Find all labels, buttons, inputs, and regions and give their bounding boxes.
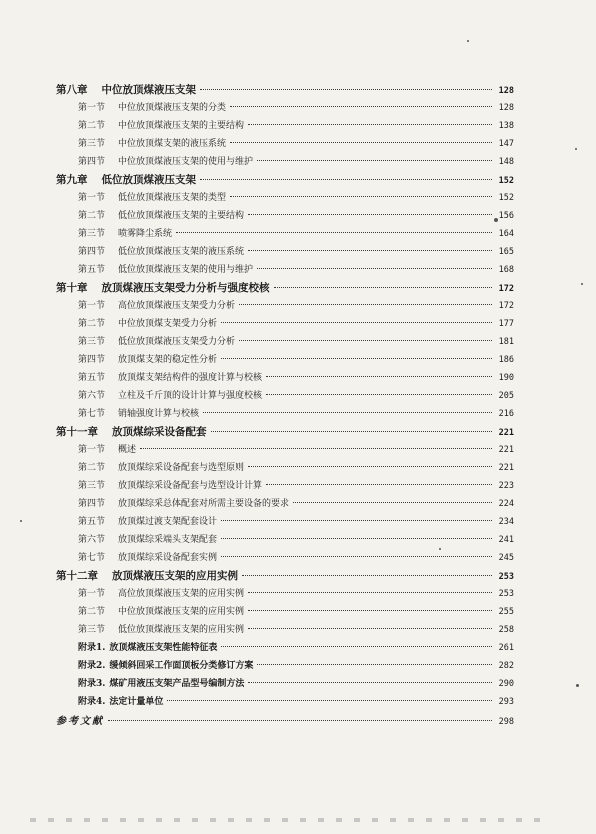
dot-leader — [108, 720, 492, 721]
toc-title: 立柱及千斤顶的设计计算与强度校核 — [118, 391, 263, 401]
toc-row-section — [56, 136, 514, 154]
dot-leader — [248, 682, 492, 683]
toc-label: 第六节 — [78, 391, 106, 401]
toc-row-section — [56, 622, 514, 640]
toc-label: 附录1. — [78, 643, 106, 653]
dot-leader — [257, 160, 492, 161]
toc-page-number: 221 — [498, 463, 514, 473]
toc-title: 低位放顶煤液压支架的类型 — [118, 193, 227, 203]
toc-title: 放顶煤综采设备配套与选型设计计算 — [118, 481, 263, 491]
toc-title: 放顶煤液压支架性能特征表 — [109, 643, 218, 653]
toc-page-number: 168 — [498, 265, 514, 275]
toc-title: 中位放顶煤液压支架的分类 — [118, 103, 227, 113]
toc-label: 第八章 — [56, 84, 88, 96]
dot-leader — [257, 268, 492, 269]
toc-title: 低位放顶煤液压支架 — [101, 174, 196, 186]
toc-page-number: 221 — [498, 428, 514, 438]
toc-row-section — [56, 190, 514, 208]
scan-speck — [494, 218, 498, 222]
dot-leader — [230, 142, 492, 143]
toc-page-number: 177 — [498, 319, 514, 329]
toc-row-section — [56, 496, 514, 514]
dot-leader — [248, 214, 492, 215]
toc-title: 放顶煤综采端头支架配套 — [118, 535, 218, 545]
toc-page-number: 152 — [498, 176, 514, 186]
toc-page-number: 223 — [498, 481, 514, 491]
toc-label: 第三节 — [78, 481, 106, 491]
toc-label: 第四节 — [78, 157, 106, 167]
toc-row-section — [56, 298, 514, 316]
dot-leader — [230, 196, 492, 197]
toc-row-section — [56, 226, 514, 244]
dot-leader — [242, 575, 492, 576]
toc-row-section — [56, 442, 514, 460]
toc-label: 第五节 — [78, 265, 106, 275]
toc-title: 煤矿用液压支架产品型号编制方法 — [109, 679, 245, 689]
toc-title: 法定计量单位 — [109, 697, 164, 707]
toc-row-section — [56, 406, 514, 424]
toc-title: 喷雾降尘系统 — [118, 229, 173, 239]
toc-label: 第五节 — [78, 517, 106, 527]
toc-label: 第三节 — [78, 337, 106, 347]
toc-title: 放顶煤综采设备配套实例 — [118, 553, 218, 563]
toc-row-section — [56, 604, 514, 622]
scan-speck — [439, 548, 441, 550]
toc-row-section — [56, 478, 514, 496]
dot-leader — [257, 664, 492, 665]
toc-row-appendix — [56, 676, 514, 694]
toc-label: 第二节 — [78, 463, 106, 473]
toc-page-number: 253 — [498, 589, 514, 599]
dot-leader — [221, 556, 492, 557]
dot-leader — [248, 124, 492, 125]
toc-title: 中位放顶煤液压支架的应用实例 — [118, 607, 245, 617]
toc-label: 第一节 — [78, 193, 106, 203]
dot-leader — [248, 250, 492, 251]
toc-title: 销轴强度计算与校核 — [118, 409, 200, 419]
toc-page-number: 282 — [498, 661, 514, 671]
toc-row-chapter — [56, 568, 514, 586]
toc-row-chapter — [56, 82, 514, 100]
toc-row-appendix — [56, 640, 514, 658]
toc-label: 第十一章 — [56, 426, 98, 438]
toc-label: 第二节 — [78, 211, 106, 221]
toc-page-number: 245 — [498, 553, 514, 563]
toc-page-number: 128 — [498, 86, 514, 96]
dot-leader — [274, 287, 493, 288]
toc-label: 第一节 — [78, 103, 106, 113]
toc-label: 附录3. — [78, 679, 106, 689]
dot-leader — [239, 340, 492, 341]
table-of-contents — [56, 82, 514, 730]
dot-leader — [248, 628, 492, 629]
toc-page-number: 165 — [498, 247, 514, 257]
dot-leader — [167, 700, 492, 701]
toc-label: 参考文献 — [56, 716, 104, 727]
dot-leader — [239, 304, 492, 305]
toc-title: 放顶煤综采总体配套对所需主要设备的要求 — [118, 499, 290, 509]
toc-label: 第二节 — [78, 121, 106, 131]
toc-label: 第三节 — [78, 625, 106, 635]
toc-row-chapter — [56, 424, 514, 442]
toc-page-number: 293 — [498, 697, 514, 707]
toc-title: 低位放顶煤液压支架的主要结构 — [118, 211, 245, 221]
toc-page-number: 261 — [498, 643, 514, 653]
toc-title: 放顶煤液压支架受力分析与强度校核 — [101, 282, 270, 294]
toc-row-section — [56, 352, 514, 370]
toc-label: 第一节 — [78, 301, 106, 311]
dot-leader — [211, 431, 493, 432]
toc-label: 附录2. — [78, 661, 106, 671]
dot-leader — [248, 592, 492, 593]
toc-page-number: 138 — [498, 121, 514, 131]
toc-row-section — [56, 244, 514, 262]
dot-leader — [140, 448, 492, 449]
dot-leader — [200, 89, 492, 90]
toc-page-number: 172 — [498, 284, 514, 294]
dot-leader — [221, 538, 492, 539]
toc-title: 高位放顶煤液压支架的应用实例 — [118, 589, 245, 599]
scan-speck — [467, 40, 469, 42]
toc-row-appendix — [56, 658, 514, 676]
toc-title: 放顶煤综采设备配套 — [112, 426, 207, 438]
dot-leader — [248, 466, 492, 467]
toc-label: 第七节 — [78, 553, 106, 563]
dot-leader — [176, 232, 492, 233]
scan-speck — [575, 148, 577, 150]
toc-title: 放顶煤过渡支架配套设计 — [118, 517, 218, 527]
toc-page-number: 258 — [498, 625, 514, 635]
toc-title: 放顶煤支架结构件的强度计算与校核 — [118, 373, 263, 383]
toc-page-number: 190 — [498, 373, 514, 383]
toc-label: 第三节 — [78, 139, 106, 149]
dot-leader — [221, 520, 492, 521]
toc-title: 低位放顶煤液压支架的液压系统 — [118, 247, 245, 257]
toc-title: 低位放顶煤液压支架的应用实例 — [118, 625, 245, 635]
toc-row-section — [56, 208, 514, 226]
toc-title: 概述 — [118, 445, 137, 455]
toc-page-number: 128 — [498, 103, 514, 113]
toc-label: 第三节 — [78, 229, 106, 239]
toc-row-section — [56, 586, 514, 604]
scan-speck — [20, 520, 22, 522]
toc-title: 放顶煤液压支架的应用实例 — [112, 570, 238, 582]
dot-leader — [221, 358, 492, 359]
dot-leader — [203, 412, 492, 413]
scan-edge-smudge — [30, 818, 550, 822]
toc-label: 第七节 — [78, 409, 106, 419]
toc-page-number: 147 — [498, 139, 514, 149]
dot-leader — [221, 646, 492, 647]
toc-row-refs — [56, 712, 514, 730]
toc-row-chapter — [56, 280, 514, 298]
toc-label: 第一节 — [78, 589, 106, 599]
toc-title: 放顶煤综采设备配套与选型原则 — [118, 463, 245, 473]
toc-row-section — [56, 460, 514, 478]
toc-page-number: 186 — [498, 355, 514, 365]
toc-row-section — [56, 370, 514, 388]
toc-title: 中位放顶煤液压支架的主要结构 — [118, 121, 245, 131]
toc-label: 第二节 — [78, 607, 106, 617]
toc-title: 中位放顶煤液压支架的使用与维护 — [118, 157, 254, 167]
toc-row-section — [56, 514, 514, 532]
toc-page-number: 234 — [498, 517, 514, 527]
toc-label: 第六节 — [78, 535, 106, 545]
toc-page-number: 255 — [498, 607, 514, 617]
dot-leader — [266, 484, 492, 485]
toc-label: 第二节 — [78, 319, 106, 329]
dot-leader — [293, 502, 492, 503]
dot-leader — [266, 376, 492, 377]
toc-title: 低位放顶煤液压支架的使用与维护 — [118, 265, 254, 275]
toc-page-number: 224 — [498, 499, 514, 509]
scan-speck — [576, 684, 579, 687]
toc-label: 附录4. — [78, 697, 106, 707]
toc-title: 中位放顶煤液压支架 — [101, 84, 196, 96]
toc-row-section — [56, 550, 514, 568]
toc-page-number: 205 — [498, 391, 514, 401]
toc-page-number: 172 — [498, 301, 514, 311]
toc-label: 第四节 — [78, 247, 106, 257]
toc-title: 缓倾斜回采工作面顶板分类修订方案 — [109, 661, 254, 671]
toc-label: 第十章 — [56, 282, 88, 294]
toc-label: 第十二章 — [56, 570, 98, 582]
toc-page-number: 164 — [498, 229, 514, 239]
toc-row-section — [56, 388, 514, 406]
toc-row-appendix — [56, 694, 514, 712]
toc-label: 第一节 — [78, 445, 106, 455]
toc-label: 第五节 — [78, 373, 106, 383]
toc-page-number: 148 — [498, 157, 514, 167]
scan-speck — [581, 283, 583, 285]
toc-page-number: 181 — [498, 337, 514, 347]
toc-title: 中位放顶煤支架的液压系统 — [118, 139, 227, 149]
dot-leader — [230, 106, 492, 107]
toc-page-number: 221 — [498, 445, 514, 455]
toc-title: 低位放顶煤液压支架受力分析 — [118, 337, 236, 347]
toc-row-section — [56, 532, 514, 550]
dot-leader — [248, 610, 492, 611]
toc-row-section — [56, 262, 514, 280]
toc-row-section — [56, 118, 514, 136]
toc-page-number: 152 — [498, 193, 514, 203]
toc-page-number: 290 — [498, 679, 514, 689]
dot-leader — [266, 394, 492, 395]
dot-leader — [221, 322, 492, 323]
toc-title: 高位放顶煤液压支架受力分析 — [118, 301, 236, 311]
toc-title: 放顶煤支架的稳定性分析 — [118, 355, 218, 365]
toc-page-number: 156 — [498, 211, 514, 221]
toc-page-number: 241 — [498, 535, 514, 545]
toc-row-section — [56, 316, 514, 334]
toc-page-number: 216 — [498, 409, 514, 419]
dot-leader — [200, 179, 492, 180]
toc-row-chapter — [56, 172, 514, 190]
toc-row-section — [56, 100, 514, 118]
toc-row-section — [56, 154, 514, 172]
toc-page-number: 298 — [498, 717, 514, 727]
toc-row-section — [56, 334, 514, 352]
toc-label: 第四节 — [78, 355, 106, 365]
toc-page-number: 253 — [498, 572, 514, 582]
toc-label: 第九章 — [56, 174, 88, 186]
toc-label: 第四节 — [78, 499, 106, 509]
toc-title: 中位放顶煤支架受力分析 — [118, 319, 218, 329]
